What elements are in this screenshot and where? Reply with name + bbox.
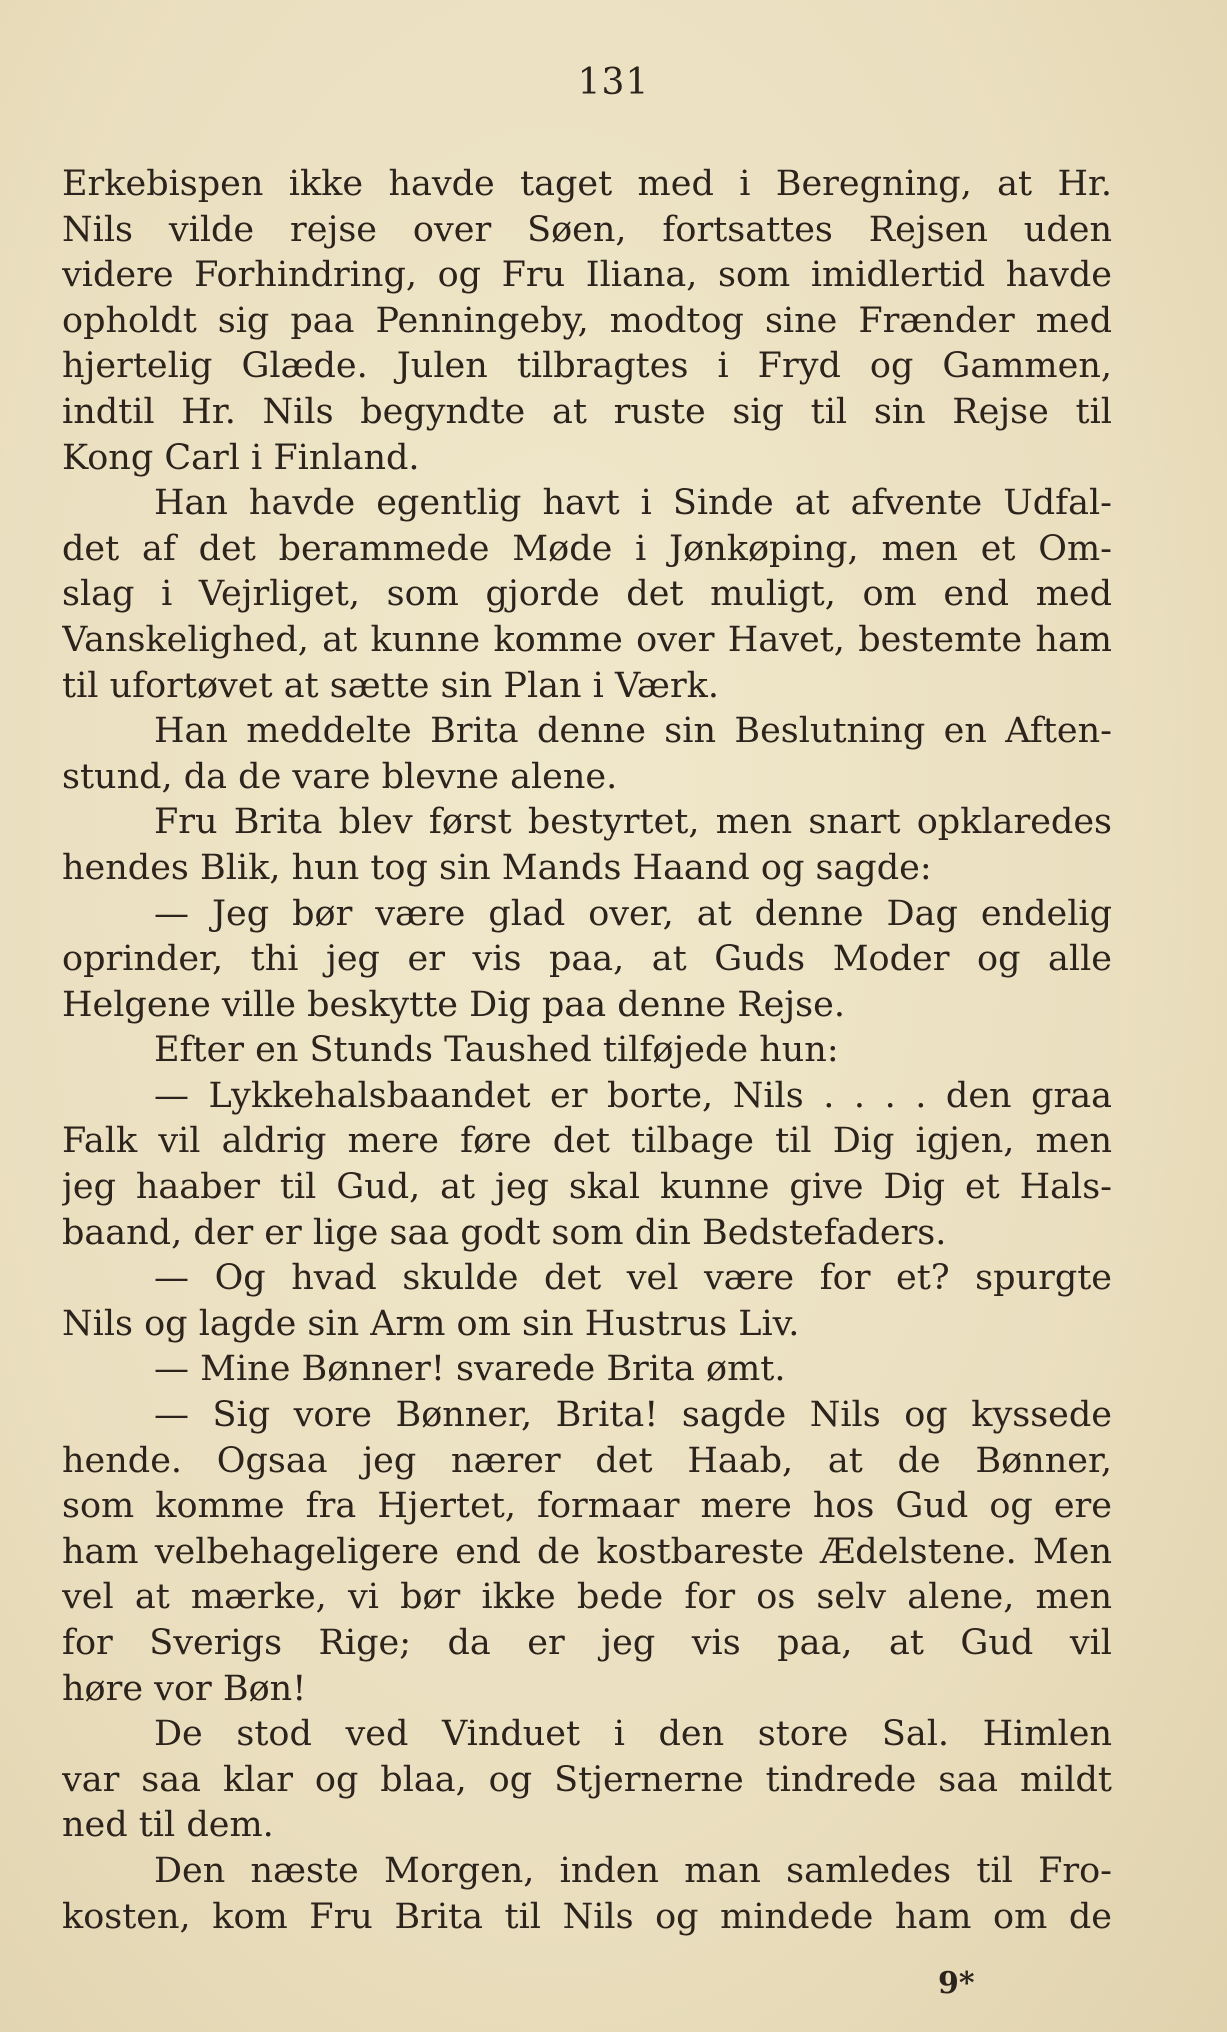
text-line: slag i Vejrliget, som gjorde det muligt, om end med	[62, 574, 1112, 615]
text-line: Vanskelighed, at kunne komme over Havet, bestemte ham	[62, 619, 1112, 660]
text-line: som komme fra Hjertet, formaar mere hos Gud og ere	[62, 1486, 1112, 1527]
text-line: vel at mærke, vi bør ikke bede for os selv alene, men	[62, 1577, 1112, 1618]
text-line: De stod ved Vinduet i den store Sal. Himlen	[154, 1714, 1112, 1755]
text-line: opholdt sig paa Penningeby, modtog sine Frænder med	[62, 300, 1112, 341]
text-line: hjertelig Glæde. Julen tilbragtes i Fryd og Gammen,	[62, 346, 1112, 387]
text-line: baand, der er lige saa godt som din Bedstefaders.	[62, 1212, 947, 1253]
page-number: 131	[577, 62, 650, 103]
text-line: Efter en Stunds Taushed tilføjede hun:	[154, 1030, 839, 1071]
text-line: — Lykkehalsbaandet er borte, Nils . . . . den graa	[154, 1075, 1112, 1116]
text-line: jeg haaber til Gud, at jeg skal kunne give Dig et Hals-	[62, 1167, 1112, 1208]
text-line: Han meddelte Brita denne sin Beslutning en Aften-	[154, 711, 1112, 752]
text-line: indtil Hr. Nils begyndte at ruste sig til sin Rejse til	[62, 391, 1112, 432]
text-line: til ufortøvet at sætte sin Plan i Værk.	[62, 665, 720, 706]
text-line: — Jeg bør være glad over, at denne Dag endelig	[154, 893, 1112, 934]
text-line: var saa klar og blaa, og Stjernerne tindrede saa mildt	[62, 1759, 1112, 1800]
text-line: det af det berammede Møde i Jønkøping, men et Om-	[62, 528, 1112, 569]
text-line: oprinder, thi jeg er vis paa, at Guds Moder og alle	[62, 939, 1112, 980]
text-line: stund, da de vare blevne alene.	[62, 756, 618, 797]
text-line: — Mine Bønner! svarede Brita ømt.	[154, 1349, 786, 1390]
text-line: Nils og lagde sin Arm om sin Hustrus Liv.	[62, 1303, 800, 1344]
text-line: ned til dem.	[62, 1805, 274, 1846]
text-line: Falk vil aldrig mere føre det tilbage til Dig igjen, men	[62, 1121, 1112, 1162]
text-line: for Sverigs Rige; da er jeg vis paa, at Gud vil	[62, 1623, 1112, 1663]
text-line: Nils vilde rejse over Søen, fortsattes Rejsen uden	[62, 209, 1112, 250]
text-line: Erkebispen ikke havde taget med i Beregning, at Hr.	[62, 164, 1112, 204]
text-line: kosten, kom Fru Brita til Nils og mindede ham om de	[62, 1896, 1112, 1937]
page-text-body	[62, 162, 1112, 1940]
text-line: Kong Carl i Finland.	[62, 437, 420, 478]
signature-mark: 9*	[938, 1966, 975, 2001]
text-line: Fru Brita blev først bestyrtet, men snart opklaredes	[154, 802, 1112, 843]
text-line: Den næste Morgen, inden man samledes til Fro-	[154, 1850, 1112, 1891]
text-line: hende. Ogsaa jeg nærer det Haab, at de Bønner,	[62, 1440, 1112, 1481]
text-line: — Og hvad skulde det vel være for et? spurgte	[154, 1258, 1112, 1299]
text-line: videre Forhindring, og Fru Iliana, som imidlertid havde	[62, 255, 1112, 296]
text-line: hendes Blik, hun tog sin Mands Haand og sagde:	[62, 847, 932, 888]
text-line: — Sig vore Bønner, Brita! sagde Nils og kyssede	[154, 1395, 1112, 1436]
text-line: Han havde egentlig havt i Sinde at afvente Udfal-	[154, 483, 1112, 524]
text-line: ham velbehageligere end de kostbareste Ædelstene. Men	[62, 1531, 1112, 1572]
text-line: Helgene ville beskytte Dig paa denne Rejse.	[62, 984, 845, 1025]
text-line: høre vor Bøn!	[62, 1668, 307, 1709]
